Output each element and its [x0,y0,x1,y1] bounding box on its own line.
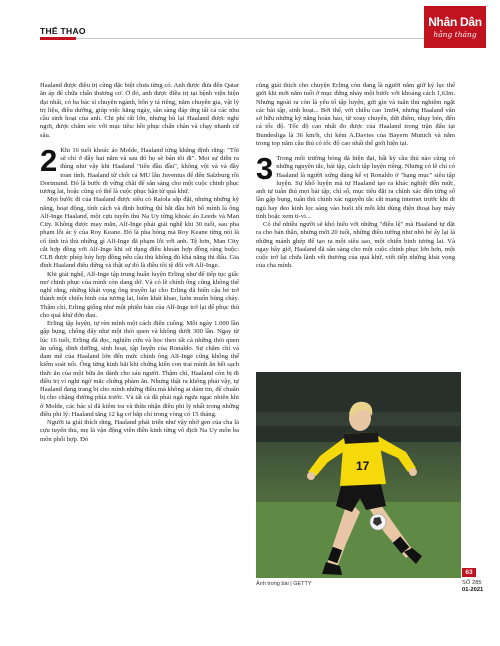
paragraph: Erling tập luyện, tự rèn mình một cách điên cuồng. Mỗi ngày 1.000 lần gập bụng, chống đẩy như một thói quen và không dưới 300 lần. Ngay từ lúc 16 tuổi, Erling đã đọc, nghiên cứu và học theo tất cả những thói quen ăn uống, dinh dưỡng, sinh hoạt, tập luyện của Ronaldo. Sự chăm chỉ và đam mê của Haaland lớn đến mức chính ông Alf-Inge cũng không thể kiểm soát nổi. Ông từng kinh hãi khi chứng kiến con trai mình ăn hết sạch thức ăn của một bữa ăn dành cho sáu người. Thậm chí, Haaland còn bị đi điều trị vì nghi ngờ mắc chứng phàm ăn. Nhưng thật ra không phải vậy, tự Haaland đang trang bị cho mình những điều mà không ai dám tin, để chuẩn bị cho chặng đường phía trước. Và tất cả đã phải ngã ngửa ngạc nhiên khi ở Molde, các bác sĩ đã kiểm tra và thừa nhận điều phi lý nhất trong những điều phi lý: Haaland tăng 12 kg cơ bắp chỉ trong vòng có 15 tháng. [40,320,239,418]
issue-date: 01-2021 [462,587,484,593]
page-number: 63 [462,568,476,577]
section-label: THỂ THAO [40,26,86,36]
paragraph-with-dropcap [256,151,455,221]
logo-subtitle: hằng tháng [433,30,477,39]
header-divider [40,38,460,39]
article-column-left [40,82,239,444]
paragraph: cũng giải thích cho chuyện Erling còn đang là người nắm giữ kỷ lục thế giới khi mới năm tuổi ở mục đứng nhảy một bước với khoảng cách 1,63m. Nhưng ngoài ra còn là yếu tố tập luyện, gửi gìn và tuân thủ nghiêm ngặt các bài tập, sinh hoạt... Bởi thế, với chiều cao 1m94, nhưng Haaland vẫn sở hữu những kỹ năng hoàn hảo, từ xoay chuyển, dứt điểm, nhạy bén, đến cả tốc độ. Tốc độ cao nhất đo được của Haaland trong trận đấu tại Bundesliga là 36 km/h, chỉ kém A.Davies của Bayern Munich và nắm trong top năm cầu thủ có tốc độ cao nhất thế giới hiện tại. [256,82,455,147]
dropcap-numeral: 3 [256,151,274,186]
paragraph: Có thể nhiều người sẽ khó hiểu với những "điều lệ" mà Haaland tự đặt ra cho bản thân, nhưng mới 20 tuổi, những điều tưởng như nhỏ bé ấy lại là những mảnh ghép để tạo ra một siêu sao, một chiến binh tương lai. Và ngay bây giờ, Haaland đã sẵn sàng cho một cuộc chinh phục lớn hơn, một cuộc trở lại chứa lành vết thương của quá khứ, viết tiếp những khát vọng của cha mình. [256,221,455,270]
dropcap-numeral: 2 [40,142,58,178]
paragraph: Người ta giải thích rằng, Haaland phát triển như vậy nhờ gen của cha là cựu tuyển thủ, mẹ là vận động viên điền kinh từng vô địch Na Uy môn ba môn phối hợp. Đó [40,419,239,443]
issue-number: SỐ 285 [462,580,482,586]
newspaper-logo [424,6,486,48]
paragraph-text: Khi 16 tuổi khoác áo Molde, Haaland từng khẳng định rằng: "Tôi sẽ chỉ ở đây hai năm và sau đó họ sẽ bán tôi đi". Mọi sự diễn ra đúng như vậy khi Haaland "tiến đầu đầu", không vội và và đầy toan tính. Haaland từ chối cả MU lẫn Juventus để đến Salzburg rồi Dortmund. Đó là bước đi vững chãi để sẵn sàng cho một cuộc chinh phục tương lai, hoặc cũng có thể là cuộc phục hận từ quá khứ. [40,146,239,195]
article-column-right [256,82,455,271]
article-photo [256,372,461,578]
paragraph-text: Trong môi trường bóng đá hiện đại, bất kỳ cầu thủ nào cũng có những nguyên tắc, bài tập, cách tập luyện riêng. Nhưng có lẽ chỉ có Haaland là người xứng đáng kế vị Ronaldo ở "hạng mục" siêu tập luyện. Sự khổ luyện mà tự Haaland tạo ra khác nghiệt đến mức, anh tự tuân thủ mọi bài tập, chỉ số, mục tiêu đặt ra chính xác đến từng số lần gập bụng, tuân thủ chính xác nguyên tắc cắt mạng internet trước khi đi ngủ hay đeo kính lọc sáng vào buổi tối mỗi khi dùng điện thoại hay máy tính hoặc xem ti-vi... [256,155,455,220]
page-header [0,0,500,52]
paragraph: Haaland được điều trị cũng đặc biệt chưa từng có. Anh được đưa đến Qatar ăn áp để chữa chấn thương cơ. Ở đó, anh được điều trị tại bệnh viện hiện đại nhất, có ba bác sĩ chuyên ngành, bốn y tá riêng, năm chuyên gia, vật lý trị liệu, điều dưỡng, giúp việc hằng ngày, sẵn sàng đáp ứng tất cả các nhu cầu sinh hoạt của anh. Chi phí rất lớn, nhưng bù lại Haaland được nghỉ ngơi, được chăm sóc với mục tiêu: hồi phục chấn chân và chạy nhanh cừ sâu. [40,82,239,139]
paragraph: Khi giải nghệ, Alf-Inge tập trung huấn luyện Erling như để tiếp tục giấc mơ chinh phục của mình còn dang dở. Và có lẽ chính ông cũng không thể nghĩ rằng, những khát vọng ông truyền lại cho Erling đã biến cậu bé trở thành một chiến binh của tương lai, luôn khát khao, luôn muốn bùng cháy. Thậm chí, Erling giống như một phiên bản của Alf-Inge trở lại để phục thù cho quá khứ đớn đau. [40,270,239,319]
shirt-number: 17 [356,459,370,473]
footballer-illustration [256,372,461,578]
photo-caption: Ảnh trong bài | GETTY [256,581,312,587]
issue-info [462,580,488,594]
logo-title: Nhân Dân [428,15,482,29]
paragraph-with-dropcap [40,142,239,197]
paragraph: Mọi bước đi của Haaland được siêu cò Raiola sắp đặt, nhưng những kỹ năng, hoạt động, tính cách và định hướng thì bắt đầu bởi bố mình là ông Alf-Inge Haaland, một cựu tuyển thủ Na Uy từng khoác áo Leeds và Man City. Không được may mắn, Alf-Inge phải giải nghệ khi 30 tuổi, sau pha phạm lỗi ác ý của Roy Keane. Đó là pha bóng mà Roy Keane từng nói là cố tình trả thù những gì Alf-Inge đã phạm lỗi với anh. Tệ hơn, Man City cắt hợp đồng với Alf-Inge khi sử dụng điều khoản hợp đồng ràng buộc: CLB được phép hủy hợp đồng nếu cầu thủ không đủ khả năng thi đấu. Gia đình Haaland điêu đứng và thật sự đó là điều tồi tệ đối với Alf-Inge. [40,196,239,270]
header-accent-bar [40,37,76,40]
